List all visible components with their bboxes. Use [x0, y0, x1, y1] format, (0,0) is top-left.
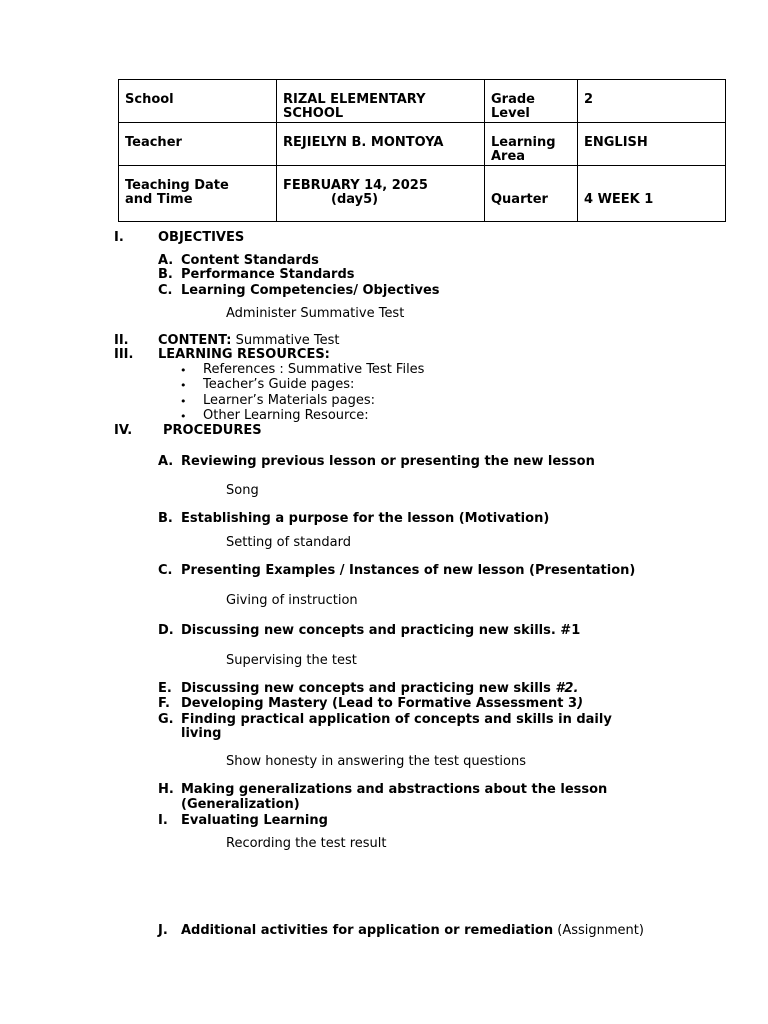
procedure-f-letter: F. [158, 696, 170, 711]
teacher-row [119, 123, 726, 166]
objective-b-text: Performance Standards [181, 267, 355, 282]
procedure-e-italic: #2. [555, 681, 579, 696]
teaching-date-label [119, 166, 277, 222]
learning-area-label-line2: Area [491, 149, 526, 164]
resource-item-teachers-guide: Teacher’s Guide pages: [203, 377, 355, 392]
procedures-numeral: IV. [114, 423, 133, 438]
procedures-heading: PROCEDURES [163, 423, 262, 438]
procedure-i-text: Evaluating Learning [181, 813, 328, 828]
content-label: CONTENT: [158, 333, 232, 348]
objectives-heading: OBJECTIVES [158, 230, 245, 245]
resource-item-other: Other Learning Resource: [203, 408, 369, 423]
grade-label-line2: Level [491, 106, 530, 121]
procedure-d-text: Discussing new concepts and practicing new skills. #1 [181, 623, 581, 638]
procedure-j-main: Additional activities for application or remediation [181, 923, 554, 938]
content-numeral: II. [114, 333, 129, 348]
resource-item-learners-materials: Learner’s Materials pages: [203, 393, 376, 408]
learning-area-label-line1: Learning [491, 135, 556, 150]
school-value-line1: RIZAL ELEMENTARY [283, 92, 426, 107]
procedure-b-text: Establishing a purpose for the lesson (Motivation) [181, 511, 550, 526]
procedure-c-text: Presenting Examples / Instances of new lesson (Presentation) [181, 563, 636, 578]
procedure-i-letter: I. [158, 813, 168, 828]
content-line [158, 333, 340, 348]
content-value: Summative Test [231, 333, 340, 348]
grade-level-label [485, 80, 578, 123]
procedure-h-letter: H. [158, 782, 174, 797]
procedure-j-letter: J. [158, 923, 168, 938]
school-label: School [119, 80, 277, 123]
objective-b-letter: B. [158, 267, 173, 282]
procedure-f-text [181, 696, 583, 711]
lesson-header-table [118, 79, 726, 222]
school-value-line2: SCHOOL [283, 106, 344, 121]
bullet-icon: • [180, 364, 187, 377]
procedure-e-main: Discussing new concepts and practicing new skills [181, 681, 556, 696]
date-label-line1: Teaching Date [125, 178, 229, 193]
resource-item-references: References : Summative Test Files [203, 362, 425, 377]
quarter-label: Quarter [485, 166, 578, 222]
learning-area-value: ENGLISH [578, 123, 726, 166]
procedure-g-text-line1: Finding practical application of concepts and skills in daily [181, 712, 612, 727]
bullet-icon: • [180, 379, 187, 392]
procedure-a-text: Reviewing previous lesson or presenting the new lesson [181, 454, 595, 469]
bullet-icon: • [180, 395, 187, 408]
procedure-h-text-line1: Making generalizations and abstractions about the lesson [181, 782, 608, 797]
date-label-line2: and Time [125, 192, 193, 207]
resources-heading: LEARNING RESOURCES: [158, 347, 330, 362]
grade-level-value: 2 [578, 80, 726, 123]
grade-label-line1: Grade [491, 92, 535, 107]
teacher-value: REJIELYN B. MONTOYA [277, 123, 485, 166]
teaching-date-value [277, 166, 485, 222]
procedure-g-letter: G. [158, 712, 174, 727]
objective-a-text: Content Standards [181, 253, 319, 268]
objectives-numeral: I. [114, 230, 124, 245]
procedure-d-note: Supervising the test [226, 653, 357, 668]
procedure-f-italic: ) [577, 696, 584, 711]
procedure-b-note: Setting of standard [226, 535, 352, 550]
procedure-j-suffix: (Assignment) [553, 923, 644, 938]
objective-c-letter: C. [158, 283, 173, 298]
school-row [119, 80, 726, 123]
procedure-c-letter: C. [158, 563, 173, 578]
procedure-j-text [181, 923, 644, 938]
teacher-label: Teacher [119, 123, 277, 166]
procedure-a-note: Song [226, 483, 259, 498]
school-value [277, 80, 485, 123]
quarter-value: 4 WEEK 1 [578, 166, 726, 222]
objectives-note: Administer Summative Test [226, 306, 405, 321]
objective-a-letter: A. [158, 253, 174, 268]
procedure-f-main: Developing Mastery (Lead to Formative Assessment 3 [181, 696, 578, 711]
date-row [119, 166, 726, 222]
objective-c-text: Learning Competencies/ Objectives [181, 283, 440, 298]
procedure-a-letter: A. [158, 454, 174, 469]
procedure-c-note: Giving of instruction [226, 593, 358, 608]
procedure-h-text-line2: (Generalization) [181, 797, 300, 812]
date-value-line2: (day5) [331, 192, 379, 207]
procedure-i-note: Recording the test result [226, 836, 387, 851]
procedure-e-letter: E. [158, 681, 172, 696]
procedure-d-letter: D. [158, 623, 174, 638]
resources-numeral: III. [114, 347, 134, 362]
date-value-line1: FEBRUARY 14, 2025 [283, 178, 428, 193]
bullet-icon: • [180, 410, 187, 423]
procedure-g-text-line2: living [181, 726, 222, 741]
procedure-e-text [181, 681, 578, 696]
learning-area-label [485, 123, 578, 166]
procedure-b-letter: B. [158, 511, 173, 526]
procedure-g-note: Show honesty in answering the test questions [226, 754, 527, 769]
